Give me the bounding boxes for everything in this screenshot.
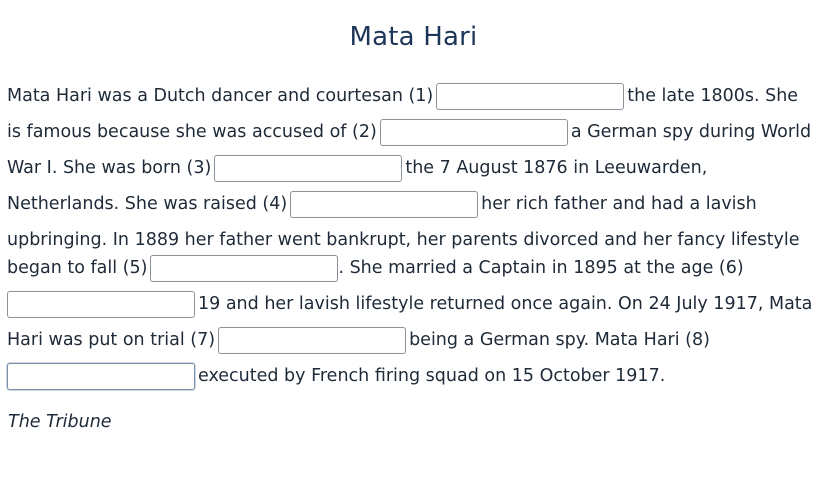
passage-text: upbringing. In 1889 her father went bankrupt, her parents divorced and her fancy lifestyle [7,230,800,250]
gap-input-7[interactable] [218,327,406,354]
passage-text: began to fall (5) [7,258,148,278]
passage-line [7,252,744,284]
passage-text: Mata Hari was a Dutch dancer and courtesan (1) [7,86,434,106]
passage-text: the 7 August 1876 in Leeuwarden, [405,158,708,178]
passage-text: Netherlands. She was raised (4) [7,194,288,214]
gap-input-6[interactable] [7,291,195,318]
passage-line [7,288,812,320]
passage-text: being a German spy. Mata Hari (8) [409,330,710,350]
passage-text: War I. She was born (3) [7,158,212,178]
passage-line [7,324,710,356]
passage-line [7,188,757,220]
passage-text: a German spy during World [570,122,812,142]
gap-input-8[interactable] [7,363,195,390]
gap-input-2[interactable] [380,119,568,146]
passage-text: 19 and her lavish lifestyle returned once again. On 24 July 1917, Mata [198,294,813,314]
passage-text: the late 1800s. She [627,86,799,106]
gap-input-3[interactable] [214,155,402,182]
gap-input-1[interactable] [436,83,624,110]
gap-input-4[interactable] [290,191,478,218]
passage-line [7,116,811,148]
passage-text: her rich father and had a lavish [481,194,757,214]
gap-input-5[interactable] [150,255,338,282]
passage-text: executed by French firing squad on 15 October 1917. [198,366,666,386]
passage-line [7,152,707,184]
passage-line [7,80,798,112]
source-attribution: The Tribune [8,412,112,432]
passage-text: Hari was put on trial (7) [7,330,216,350]
passage-text: . She married a Captain in 1895 at the age (6) [338,258,744,278]
page-title: Mata Hari [349,22,478,52]
passage-line [7,360,665,392]
passage-text: is famous because she was accused of (2) [7,122,377,142]
